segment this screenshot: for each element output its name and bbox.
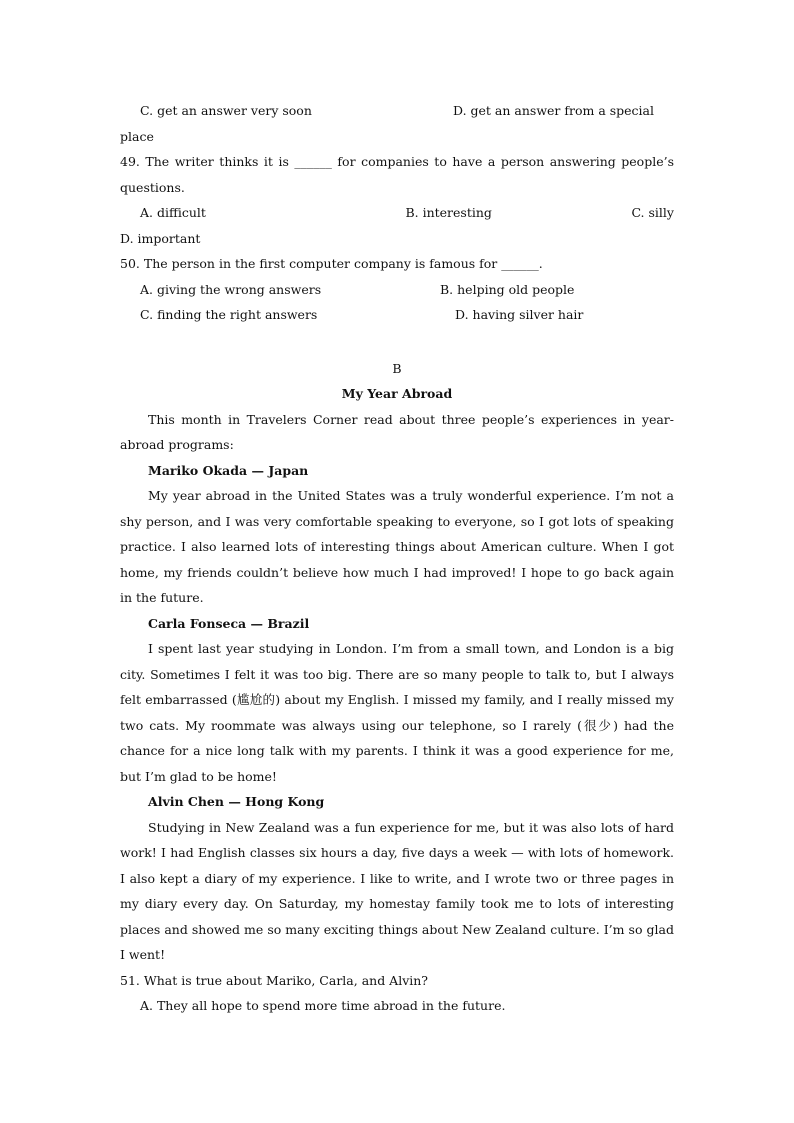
q50-option-c: C. finding the right answers <box>140 307 318 322</box>
entry-heading-carla: Carla Fonseca — Brazil <box>148 615 310 631</box>
q50-option-a: A. giving the wrong answers <box>140 281 322 297</box>
entry-text-mariko: My year abroad in the United States was a truly wonderful experience. I’m not a shy person, and I was very comfortable speaking to everyone, so I got lots of speaking practice. I also learned lots of interesting things about American culture. When I got home, my friends couldn’t believe how much I had improved! I hope to go back again in the future. <box>120 488 674 605</box>
entry-text-carla: I spent last year studying in London. I’m from a small town, and London is a big city. Sometimes I felt it was too big. There are so many people to talk to, but I always felt embarrassed (尴尬的) about my English. I missed my family, and I really missed my two cats. My roommate was always using our telephone, so I rarely (很少) had the chance for a nice long talk with my parents. I think it was a good experience for me, but I’m glad to be home! <box>120 641 674 784</box>
q49-option-b: B. interesting <box>405 205 492 220</box>
q50-option-b: B. helping old people <box>440 281 575 297</box>
entry-text-alvin: Studying in New Zealand was a fun experience for me, but it was also lots of hard work! I had English classes six hours a day, five days a week — with lots of homework. I also kept a diary of my experience. I like to write, and I wrote two or three pages in my diary every day. On Saturday, my homestay family took me to lots of interesting places and showed me so many exciting things about New Zealand culture. I’m so glad I went! <box>120 819 674 962</box>
q49-option-c: C. silly <box>631 205 674 220</box>
q50-options-row2 <box>120 302 674 328</box>
q49-option-a: A. difficult <box>140 205 206 220</box>
entry-heading-alvin: Alvin Chen — Hong Kong <box>148 794 325 809</box>
q51-option-a: A. They all hope to spend more time abroad in the future. <box>140 998 506 1013</box>
document-page <box>120 98 674 1019</box>
q50-option-d: D. having silver hair <box>455 307 584 322</box>
q49-option-d: D. important <box>120 230 201 246</box>
passage-intro: This month in Travelers Corner read about three people’s experiences in year-abroad programs: <box>120 411 674 452</box>
q50-options-row1 <box>120 277 674 303</box>
section-letter: B <box>392 360 402 376</box>
q48-option-d-cont: place <box>120 128 154 144</box>
passage-title: My Year Abroad <box>341 386 453 401</box>
q48-option-d: D. get an answer from a special <box>453 103 655 118</box>
q48-options <box>120 98 674 124</box>
q49-stem: 49. The writer thinks it is ______ for companies to have a person answering people’s questions. <box>120 154 674 195</box>
q49-options-row <box>120 200 674 226</box>
q50-stem: 50. The person in the first computer company is famous for ______. <box>120 256 543 271</box>
q48-option-c: C. get an answer very soon <box>140 103 312 118</box>
entry-heading-mariko: Mariko Okada — Japan <box>148 462 309 478</box>
spacer <box>120 328 674 356</box>
q51-stem: 51. What is true about Mariko, Carla, and Alvin? <box>120 972 429 988</box>
